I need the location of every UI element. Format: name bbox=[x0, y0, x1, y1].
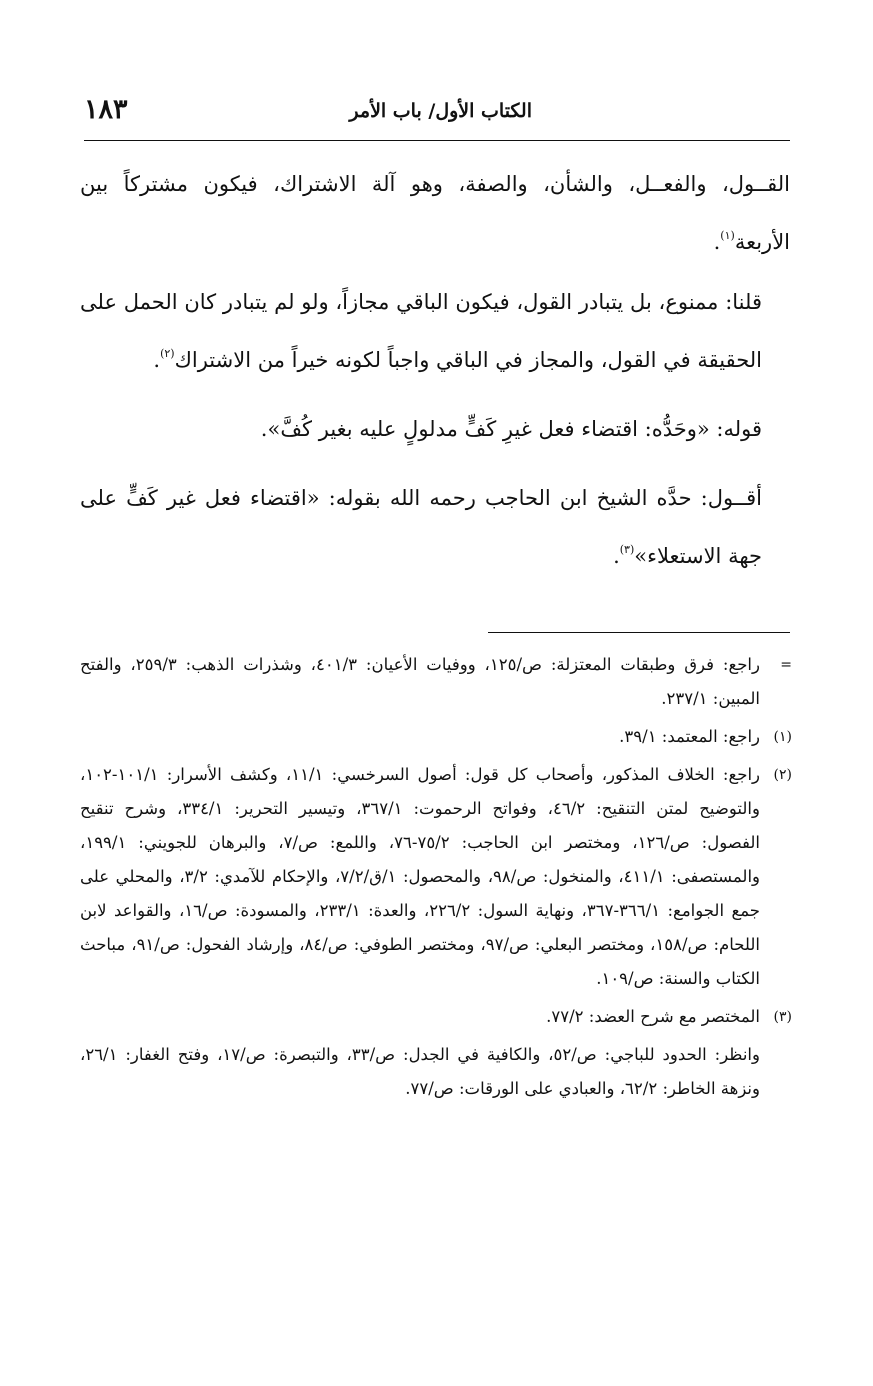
footnote-3-marker: (٣) bbox=[773, 1009, 792, 1025]
paragraph-4-text: أقــول: حدَّه الشيخ ابن الحاجب رحمه الله بقوله: «اقتضاء فعل غير كَفٍّ على جهة الاستعلاء» bbox=[80, 486, 762, 568]
paragraph-4 bbox=[80, 469, 790, 585]
footnotes bbox=[80, 648, 792, 1110]
footnote-3-see-also bbox=[80, 1038, 792, 1106]
paragraph-1-end: . bbox=[713, 230, 721, 254]
running-title: الكتاب الأول/ باب الأمر bbox=[349, 100, 532, 122]
footnote-3 bbox=[80, 1000, 792, 1034]
footnote-1 bbox=[80, 720, 792, 754]
footnote-separator bbox=[488, 632, 790, 633]
footnote-ref-3: (٣) bbox=[619, 543, 635, 556]
paragraph-4-end: . bbox=[613, 544, 620, 568]
footnote-ref-1: (١) bbox=[720, 229, 735, 242]
footnote-ref-2: (٢) bbox=[160, 347, 175, 360]
footnote-1-marker: (١) bbox=[773, 729, 792, 745]
paragraph-2-text: قلنا: ممنوع، بل يتبادر القول، فيكون الباقي مجازاً، ولو لم يتبادر كان الحمل على الحقيقة في القول، والمجاز في الباقي واجباً لكونه خيراً من الاشتراك bbox=[80, 290, 762, 372]
paragraph-1 bbox=[80, 155, 790, 271]
header-rule bbox=[84, 140, 790, 141]
footnote-2-marker: (٢) bbox=[773, 767, 792, 783]
footnote-continuation bbox=[80, 648, 792, 716]
paragraph-2 bbox=[80, 273, 790, 389]
footnote-3-text: المختصر مع شرح العضد: ٧٧/٢. bbox=[546, 1007, 760, 1026]
paragraph-3: قوله: «وحَدُّه: اقتضاء فعل غيرِ كَفٍّ مدلولٍ عليه بغير كُفَّ». bbox=[260, 417, 762, 441]
paragraph-2-end: . bbox=[153, 348, 161, 372]
page-number: ١٨٣ bbox=[84, 94, 128, 125]
main-text bbox=[80, 155, 790, 596]
page-header bbox=[84, 96, 792, 130]
footnote-continuation-text: راجع: فرق وطبقات المعتزلة: ص/١٢٥، ووفيات الأعيان: ٤٠١/٣، وشذرات الذهب: ٢٥٩/٣، والفتح المبين: ٢٣٧/١. bbox=[80, 655, 760, 708]
footnote-continuation-marker: = bbox=[780, 657, 792, 673]
footnote-2-text: راجع: الخلاف المذكور، وأصحاب كل قول: أصول السرخسي: ١١/١، وكشف الأسرار: ١٠١/١-١٠٢، والتوضيح لمتن التنقيح: ٤٦/٢، وفواتح الرحموت: ٣٦٧/١، وتيسير التحرير: ٣٣٤/١، وشرح تنقيح الفصول: ص/١٢٦، ومختصر ابن الحاجب: ٧٥/٢-٧٦، واللمع: ص/٧، والبرهان للجويني: ١٩٩/١، والمستصفى: ٤١١/١، والمنخول: ص/٩٨، والمحصول: ١/ق/٧/٢، والإحكام للآمدي: ٣/٢، والمحلي على جمع الجوامع: ٣٦٦/١-٣٦٧، ونهاية السول: ٢٢٦/٢، والعدة: ٢٣٣/١، والمسودة: ص/١٦، والقواعد لابن اللحام: ص/١٥٨، ومختصر البعلي: ص/٩٧، ومختصر الطوفي: ص/٨٤، وإرشاد الفحول: ص/٩١، مباحث الكتاب والسنة: ص/١٠٩. bbox=[80, 765, 760, 988]
paragraph-1-text: القــول، والفعــل، والشأن، والصفة، وهو آلة الاشتراك، فيكون مشتركاً بين الأربعة bbox=[80, 172, 790, 254]
footnote-3-see-also-text: وانظر: الحدود للباجي: ص/٥٢، والكافية في الجدل: ص/٣٣، والتبصرة: ص/١٧، وفتح الغفار: ٢٦/١، ونزهة الخاطر: ٦٢/٢، والعبادي على الورقات: ص/٧٧. bbox=[80, 1045, 760, 1098]
footnote-1-text: راجع: المعتمد: ٣٩/١. bbox=[619, 727, 760, 746]
footnote-2 bbox=[80, 758, 792, 996]
